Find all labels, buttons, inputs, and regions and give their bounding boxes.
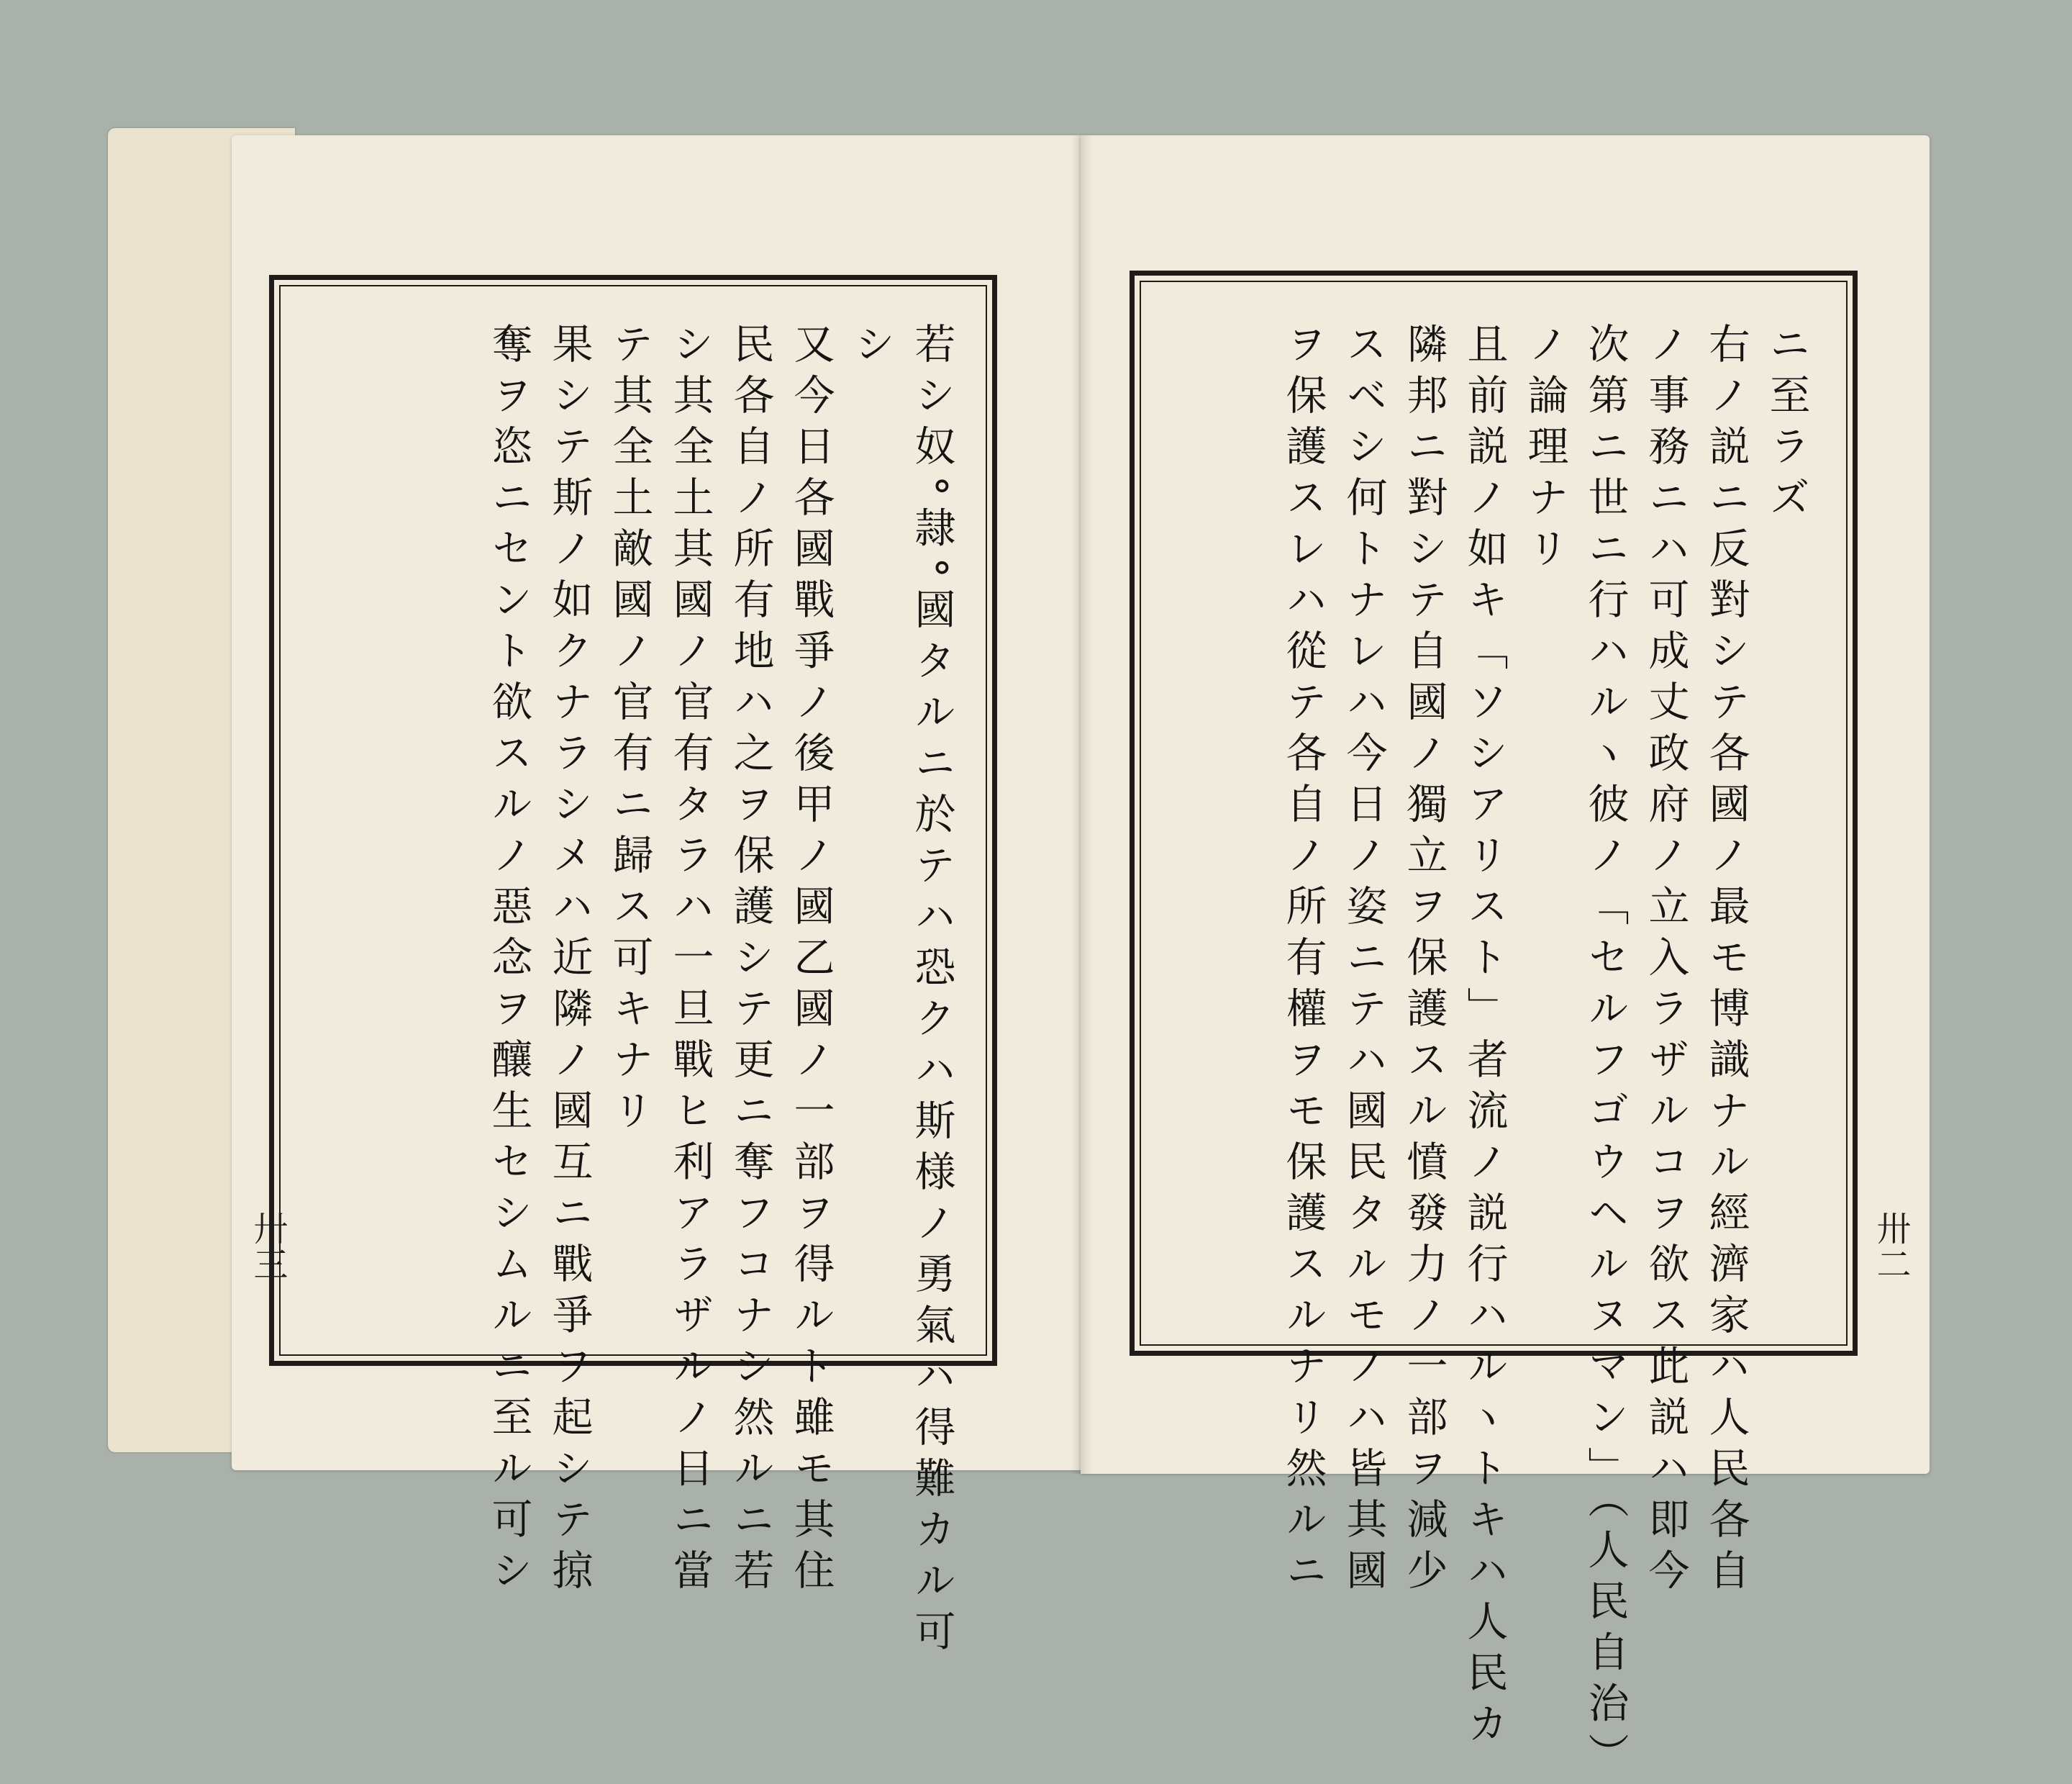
left-column-3: 又今日各國戰爭ノ後甲ノ國乙國ノ一部ヲ得ルト雖モ其住 — [787, 322, 835, 1600]
left-column-2: シ — [848, 322, 895, 373]
right-column-3: ノ事務ニハ可成丈政府ノ立入ラザルコヲ欲ス此説ハ即今 — [1642, 322, 1689, 1600]
right-column-5: ノ論理ナリ — [1521, 322, 1568, 578]
left-column-4: 民各自ノ所有地ハ之ヲ保護シテ更ニ奪フコナシ然ルニ若 — [727, 322, 774, 1600]
right-column-7: 隣邦ニ對シテ自國ノ獨立ヲ保護スル憤發力ノ一部ヲ減少 — [1400, 322, 1448, 1600]
left-column-1: 若シ奴°隷°國タルニ於テハ恐クハ斯様ノ勇氣ハ得難カル可 — [908, 322, 955, 1661]
left-column-6: テ其全土敵國ノ官有ニ歸ス可キナリ — [606, 322, 653, 1140]
left-page-number: 卅三 — [247, 1210, 288, 1282]
left-column-5: シ其全土其國ノ官有タラハ一旦戰ヒ利アラザルノ日ニ當 — [666, 322, 714, 1600]
right-column-1: ニ至ラズ — [1763, 322, 1810, 527]
right-column-2: 右ノ説ニ反對シテ各國ノ最モ博識ナル經濟家ハ人民各自 — [1702, 322, 1750, 1600]
right-column-6: 且前説ノ如キ「ソシアリスト」者流ノ説行ハルヽトキハ人民カ — [1460, 322, 1508, 1753]
left-column-8: 奪ヲ恣ニセント欲スルノ惡念ヲ釀生セシムルニ至ル可シ — [485, 322, 532, 1600]
right-column-4: 次第ニ世ニ行ハルヽ彼ノ「セルフゴウヘルヌマン」（人民自治） — [1581, 322, 1629, 1784]
right-column-8: スベシ何トナレハ今日ノ姿ニテハ國民タルモノハ皆其國 — [1340, 322, 1387, 1600]
right-column-9: ヲ保護スレハ從テ各自ノ所有權ヲモ保護スルナリ然ルニ — [1279, 322, 1327, 1600]
left-column-7: 果シテ斯ノ如クナラシメハ近隣ノ國互ニ戰爭ヲ起シテ掠 — [545, 322, 593, 1600]
right-page-number: 卅二 — [1871, 1210, 1911, 1282]
book-gutter — [1071, 135, 1092, 1474]
